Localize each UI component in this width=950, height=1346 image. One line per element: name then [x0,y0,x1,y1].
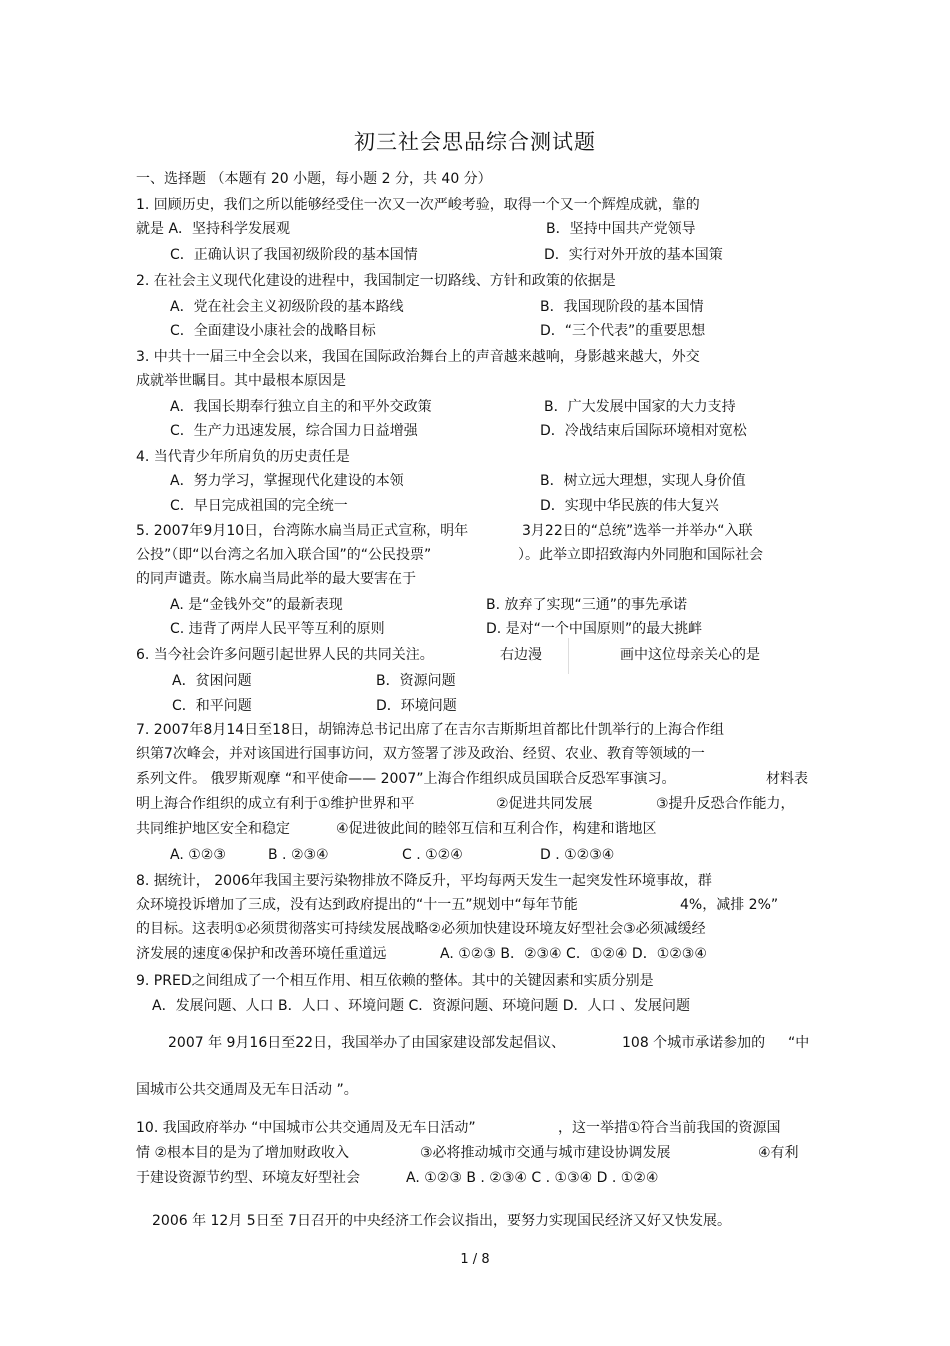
q6-stem-c: 画中这位母亲关心的是 [620,647,760,663]
q6-stem-b: 右边漫 [500,647,542,663]
q2-option-a: A．党在社会主义初级阶段的基本路线 [170,299,404,315]
q6-option-d: D．环境问题 [376,698,457,714]
material1-line1b: 108 个城市承诺参加的 [622,1035,766,1051]
q10-stem-line2c: ④有利 [758,1145,799,1161]
q10-options: A. ①②③ B . ②③④ C . ①③④ D . ①②④ [406,1170,659,1186]
q4-option-b: B．树立远大理想，实现人身价值 [540,473,746,489]
q8-stem-line2b: 4%，减排 2%” [680,897,779,913]
q4-option-c: C．早日完成祖国的完全统一 [170,498,348,514]
page-title: 初三社会思品综合测试题 [354,130,596,154]
q3-option-c: C．生产力迅速发展，综合国力日益增强 [170,423,418,439]
q5-option-b: B. 放弃了实现“三通”的事先承诺 [486,597,688,613]
q8-stem-line3: 的目标。这表明①必须贯彻落实可持续发展战略②必须加快建设环境友好型社会③必须减缓经 [136,921,706,937]
section-heading: 一、选择题 （本题有 20 小题，每小题 2 分，共 40 分） [136,171,492,187]
q1-stem-line2-option-a: 就是 A．坚持科学发展观 [136,221,291,237]
q8-options: A. ①②③ B．②③④ C．①②④ D．①②③④ [440,946,707,962]
q2-option-b: B．我国现阶段的基本国情 [540,299,704,315]
q6-option-b: B．资源问题 [376,673,456,689]
q7-stem-line5a: 共同维护地区安全和稳定 [136,821,290,837]
q5-stem-line1a: 5. 2007年9月10日，台湾陈水扁当局正式宣称，明年 [136,523,469,539]
q7-stem-line4b: ②促进共同发展 [496,796,593,812]
q3-option-d: D．冷战结束后国际环境相对宽松 [540,423,747,439]
q8-stem-line4a: 济发展的速度④保护和改善环境任重道远 [136,946,387,962]
material1-line2: 国城市公共交通周及无车日活动 ”。 [136,1082,358,1098]
q7-option-b: B . ②③④ [268,847,329,863]
material1-line1a: 2007 年 9月16日至22日，我国举办了由国家建设部发起倡议、 [168,1035,566,1051]
q7-option-a: A. ①②③ [170,847,226,863]
material1-line1c: “中 [788,1035,810,1051]
q4-stem: 4. 当代青少年所肩负的历史责任是 [136,449,350,465]
q8-stem-line2a: 众环境投诉增加了三成，没有达到政府提出的“十一五”规划中“每年节能 [136,897,578,913]
material2-line1: 2006 年 12月 5日至 7日召开的中央经济工作会议指出，要努力实现国民经济又好又快发展。 [152,1213,732,1229]
q2-stem: 2. 在社会主义现代化建设的进程中，我国制定一切路线、方针和政策的依据是 [136,273,616,289]
q5-stem-line1b: 3月22日的“总统”选举一并举办“入联 [522,523,753,539]
q6-option-c: C．和平问题 [172,698,252,714]
q4-option-d: D．实现中华民族的伟大复兴 [540,498,719,514]
q10-stem-line3a: 于建设资源节约型、环境友好型社会 [136,1170,360,1186]
q7-stem-line4c: ③提升反恐合作能力， [656,796,795,812]
q6-option-a: A．贫困问题 [172,673,252,689]
q7-option-d: D . ①②③④ [540,847,615,863]
q5-stem-line2a: 公投”（即“以台湾之名加入联合国”的“公民投票” [136,547,432,563]
q7-option-c: C . ①②④ [402,847,463,863]
q3-option-b: B．广大发展中国家的大力支持 [544,399,736,415]
q8-stem-line1: 8. 据统计， 2006年我国主要污染物排放不降反升，平均每两天发生一起突发性环境事故，群 [136,873,712,889]
q5-option-c: C. 违背了两岸人民平等互利的原则 [170,621,385,637]
q4-option-a: A．努力学习，掌握现代化建设的本领 [170,473,404,489]
q1-stem-line1: 1. 回顾历史，我们之所以能够经受住一次又一次严峻考验，取得一个又一个辉煌成就，靠的 [136,197,700,213]
q6-stem-a: 6. 当今社会许多问题引起世界人民的共同关注。 [136,647,434,663]
q10-stem-line1b: ，这一举措①符合当前我国的资源国 [558,1120,781,1136]
q5-stem-line3: 的同声谴责。陈水扁当局此举的最大要害在于 [136,571,416,587]
q5-option-d: D. 是对“一个中国原则”的最大挑衅 [486,621,703,637]
q10-stem-line2a: 情 ②根本目的是为了增加财政收入 [136,1145,350,1161]
q7-stem-line4a: 明上海合作组织的成立有利于①维护世界和平 [136,796,415,812]
q7-stem-line2: 织第7次峰会，并对该国进行国事访问，双方签署了涉及政治、经贸、农业、教育等领域的一 [136,746,705,762]
q7-stem-line1: 7. 2007年8月14日至18日，胡锦涛总书记出席了在吉尔吉斯斯坦首都比什凯举行的上海合作组 [136,722,724,738]
page-number: 1 / 8 [460,1252,490,1267]
q7-stem-line3b: 材料表 [766,771,808,787]
q5-stem-line2b: ）。此举立即招致海内外同胞和国际社会 [518,547,763,563]
q9-stem: 9. PRED之间组成了一个相互作用、相互依赖的整体。其中的关键因素和实质分别是 [136,973,654,989]
q3-option-a: A．我国长期奉行独立自主的和平外交政策 [170,399,432,415]
q7-stem-line3a: 系列文件。 俄罗斯观摩 “和平使命—— 2007”上海合作组织成员国联合反恐军事演习。 [136,771,676,787]
q10-stem-line1a: 10. 我国政府举办 “中国城市公共交通周及无车日活动” [136,1120,476,1136]
cartoon-placeholder-border [568,638,569,674]
q5-option-a: A. 是“金钱外交”的最新表现 [170,597,343,613]
q2-option-c: C．全面建设小康社会的战略目标 [170,323,376,339]
q1-option-d: D．实行对外开放的基本国策 [544,247,723,263]
q10-stem-line2b: ③必将推动城市交通与城市建设协调发展 [420,1145,671,1161]
q1-option-c: C．正确认识了我国初级阶段的基本国情 [170,247,418,263]
q9-options: A．发展问题、人口 B．人口 、环境问题 C．资源问题、环境问题 D．人口 、发展问题 [152,998,690,1014]
q1-option-b: B．坚持中国共产党领导 [546,221,696,237]
q3-stem-line2: 成就举世瞩目。其中最根本原因是 [136,373,346,389]
q7-stem-line5b: ④促进彼此间的睦邻互信和互利合作，构建和谐地区 [336,821,657,837]
q3-stem-line1: 3. 中共十一届三中全会以来，我国在国际政治舞台上的声音越来越响，身影越来越大，外交 [136,349,700,365]
q2-option-d: D．“三个代表”的重要思想 [540,323,706,339]
